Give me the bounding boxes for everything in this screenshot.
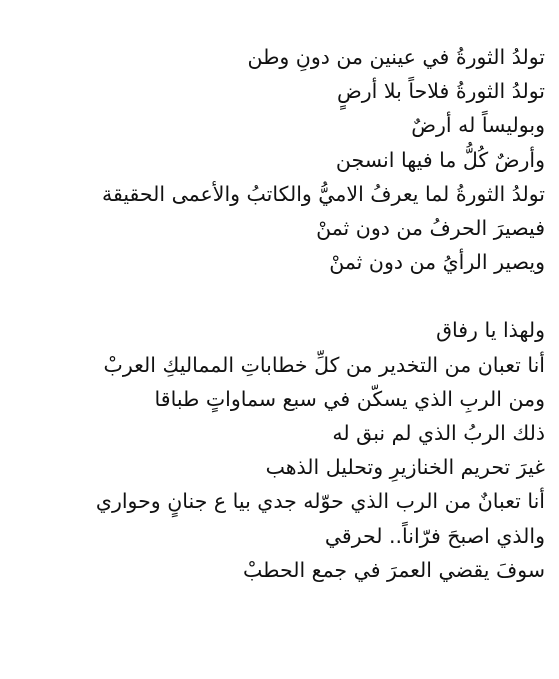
poem-line: فيصيرَ الحرفُ من دون ثمنْ <box>316 216 545 241</box>
poem-line: أنا تعبان من التخدير من كلِّ خطاباتِ المماليكِ العربْ <box>103 352 545 377</box>
stanza-divider <box>4 279 545 313</box>
poem-line: تولدُ الثورةُ لما يعرفُ الاميُّ والكاتبُ والأعمى الحقيقة <box>101 181 545 206</box>
poem-line: سوفَ يقضي العمرَ في جمع الحطبْ <box>243 557 545 582</box>
poem-line: وبوليساً له أرضٌ <box>411 113 545 138</box>
poem-line: ولهذا يا رفاق <box>436 318 545 343</box>
poem-line: أنا تعبانٌ من الرب الذي حوّله جدي بيا ع جنانٍ وحواري <box>95 489 545 514</box>
poem-line: وأرضٌ كُلُّ ما فيها انسجن <box>335 147 545 172</box>
poem-line: والذي اصبحَ فرّاناً.. لحرقي <box>324 523 545 548</box>
poem-line: تولدُ الثورةُ فلاحاً بلا أرضٍ <box>337 79 545 104</box>
poem-line: غيرَ تحريم الخنازيرِ وتحليل الذهب <box>265 455 545 480</box>
poem-text <box>4 40 545 587</box>
poem-line: ومن الربِ الذي يسكّن في سبع سماواتٍ طباقا <box>154 386 545 411</box>
poem-line: ويصير الرأيُ من دون ثمنْ <box>329 250 545 275</box>
poem-line: تولدُ الثورةُ في عينين من دونِ وطن <box>247 45 545 69</box>
poem-line: ذلك الربُ الذي لم نبق له <box>332 421 545 446</box>
